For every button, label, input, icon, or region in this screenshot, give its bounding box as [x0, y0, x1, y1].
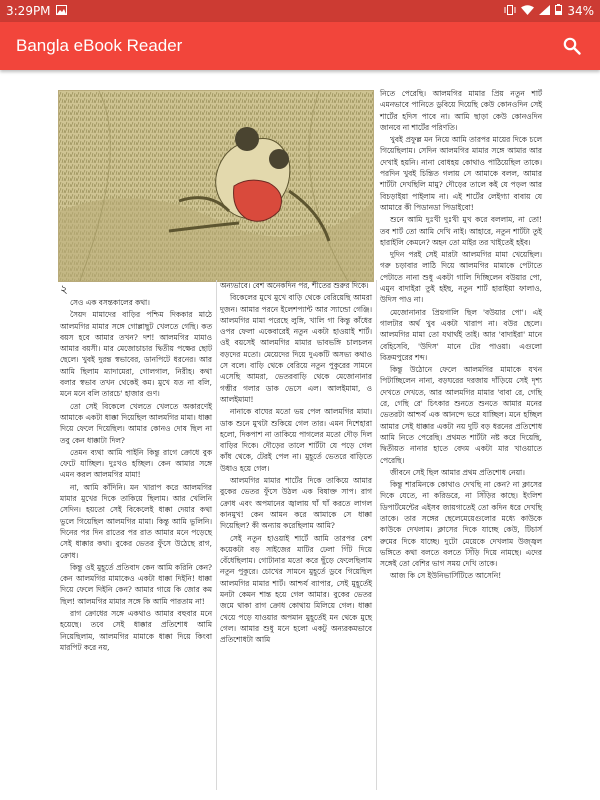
paragraph: মেজোনানার প্রিয়গালি ছিল 'বউয়ার পো'। এই গালটার অর্থ খুব একটা খারাপ না। বউর ছেলে। আলমগির মামা তো যথার্থই তাই। আর 'বাদাইরা' মানে বেহিসেবি, 'উদিস' মানে টের পাওয়া। এগুলো বিক্রমপুরের শব্দ। — [380, 307, 542, 362]
app-bar — [0, 22, 600, 70]
paragraph: বিকেলের মুখে মুখে বাড়ি থেকে বেরিয়েছি আমরা দুজন। আমার পরনে ইলেশপ্যান্ট আর স্যান্ডো গেঞ্জি। আলমগির মামা পরেছে লুঙ্গি, খালি গা কিন্তু কাঁধের ওপর ফেলা একেবারেই নতুন একটা হাওয়াই শার্ট। ওই বয়সেই আলমগির মামার ভাবভঙ্গি চালচলন বড়দের মতো। মেয়েদের দিয়ে দুএকটি অসভ্য কথাও সে বলে। বাড়ি থেকে বেরিয়ে নতুন পুকুরের সামনে এসেছি আমরা, ভেতরবাড়ি থেকে মেজোনানার গম্ভীর গলার ডাক ভেসে এল। আলইমামা, ও আলইমামা! — [220, 293, 372, 404]
search-button[interactable] — [558, 32, 586, 60]
paragraph: সেও এক বসন্তকালের কথা। — [70, 298, 150, 307]
chapter-illustration — [58, 90, 374, 282]
paragraph: কিন্তু উঠোনে ফেলে আলমগির মামাকে যখন পিটাচ্ছিলেন নানা, বড়ঘরের দরজায় দাঁড়িয়ে সেই দৃশ্য দেখতে দেখতে, আর আলমগির মামার 'বাবা রে, গেছি রে, গেছি রে' চিৎকার শুনতে শুনতে আমার মনের ভেতরটা আশ্চর্য এক আনন্দে ভরে যাচ্ছিল। মনে হচ্ছিল আমার সেই ধাক্কার একটা নয় দুটি বড় ধরনের প্রতিশোধ আমি নিতে পেরেছি। প্রথমত শার্টটা নষ্ট করে দিয়েছি, দ্বিতীয়ত নানার হাতে বেদম একটা মার খাওয়াতে পেরেছি। — [380, 365, 542, 465]
app-title: Bangla eBook Reader — [16, 36, 183, 55]
wifi-icon — [521, 5, 534, 18]
paragraph: রাগ ক্রোধের সঙ্গে একথাও আমার বহুবার মনে হয়েছে। তবে সেই ধাক্কার প্রতিশোধ আমি নিয়েছিলাম, আলমগির মামাকে ধাক্কা দিয়ে কিংবা মারপিট করে নয়, — [60, 609, 212, 652]
text-column-2 — [220, 280, 372, 796]
book-page[interactable] — [50, 88, 550, 800]
paragraph: নানাকে বাঘের মতো ভয় পেল আলমগির মামা। ডাক শুনে মুখটা শুকিয়ে গেল তার। এমন দিশেহারা হলো, দিকপাশ না তাকিয়ে পাগলের মতো দৌড় দিল বাড়ির দিকে। দৌড়ের তালে শার্টটা যে পড়ে গেল কাঁধ থেকে, টেরই পেল না। মুহূর্তে ভেতরে বাড়িতে উধাও হয়ে গেল। — [220, 407, 372, 473]
paragraph: তো সেই বিকেলে খেলতে খেলতে অকারণেই আমাকে একটা ধাক্কা দিয়েছিল আলমগির মামা। ধাক্কা দিয়ে ফেলে দিয়েছিল। আমার কোনও দোষ ছিল না তবু কেন ধাক্কাটা দিল? — [60, 401, 212, 445]
paragraph: তেমন ব্যথা আমি পাইনি কিন্তু রাগে ক্রোধে বুক ফেটে যাচ্ছিল। দুঃখও হচ্ছিল। কেন আমার সঙ্গে এমন করল আলমগির মামা! — [60, 447, 212, 480]
paragraph: নিতে পেরেছি। আলমগির মামার প্রিয় নতুন শার্ট এমনভাবে পানিতে ডুবিয়ে দিয়েছি কেউ কোনওদিন সেই শার্টের হদিস পাবে না। আমি ছাড়া কেউ কোনওদিন জানবে না শার্টের পরিণতি। — [380, 89, 542, 132]
column-divider — [216, 280, 217, 790]
signal-icon — [539, 5, 550, 18]
search-icon — [563, 37, 581, 55]
paragraph: না, আমি কাঁদিনি। মন খারাপ করে আলমগির মামার মুখের দিকে তাকিয়ে ছিলাম। আর খেলিনি সেদিন। হয়তো সেই বিকেলেই ধাক্কা দেয়ার কথা ভুলে গিয়েছিল আলমগির মামা। কিন্তু আমি ভুলিনি। দিনের পর দিন রাতের পর রাত আমার মনে পড়েছে সেই ধাক্কার কথা। বুকের ভেতর ফুঁসে উঠেছে রাগ, ক্রোধ। — [60, 482, 212, 560]
column-divider — [376, 280, 377, 790]
status-time: 3:29PM — [6, 4, 51, 18]
paragraph: কিন্তু শারমিনকে কোথাও দেখছি না কেন? না ক্লাসের দিকে যেতে, না করিডরে, না সিঁড়ির কাছে। ইংলিশ ডিপার্টমেন্টের এইসব জায়গাতেই তো কদিন ধরে দেখছি তাকে। তার সঙ্গের ছেলেমেয়েগুলোর মধ্যে কাউকে কাউকে দেখলাম। ক্লাসের দিকে যাচ্ছে কেউ, টিচার্স রুমের দিকে যাচ্ছে। দুটো মেয়েকে দেখলাম উজ্জ্বল ভঙ্গিতে কথা বলতে বলতে সিঁড়ি দিয়ে নামছে। এদের সঙ্গেই তো বেশির ভাগ সময় দেখি তাকে। — [380, 480, 542, 569]
paragraph: অন্যভাবে। বেশ অনেকদিন পর, শীতের শুরুর দিকে। — [220, 281, 369, 290]
paragraph: খুবই প্রফুল্ল মন নিয়ে আমি তারপর মায়ের দিকে চলে গিয়েছিলাম। সেদিন আলমগির মামার সঙ্গে আমার আর দেখাই হয়নি। নানা বোধহয় কোথাও পাঠিয়েছিল তাকে। পরদিন খুবই চিন্তিত গলায় সে আমাকে বলল, আমার শার্টটা দেখছিলি মামু? দৌড়ের তালে কই যে পড়ল আর বিচড়াইয়া পাইলাম না। এই শার্টের লেইগ্যা বাবায় যে আমারে কী পিডানডা পিডাইবো! — [380, 135, 542, 212]
paragraph: শুনে আমি দুঃখী দুঃখী মুখ করে বললাম, না তো! তব শার্ট তো আমি দেখি নাই। আহারে, নতুন শার্টটা তুই হারাইলি কেমনে? অহন তো মাইর তর খাইতেই হইব। — [380, 215, 542, 247]
battery-icon — [555, 4, 562, 18]
paragraph: আজ কি সে ইউনিভার্সিটিতে আসেনি! — [390, 571, 502, 581]
paragraph: সৈয়দ মামাদের বাড়ির পশ্চিম দিককার মাঠে আলমগির মামার সঙ্গে গোল্লাছুট খেলতে গেছি। কত বয়স হবে আমার তখন? দশ! আলমগির মামাও আমার বয়সী। মার মেজোচাচার দ্বিতীয় পক্ষের ছোট ছেলে। খুবই দুরন্ত স্বভাবের, ডানপিটে ধরনের। আর আমি ছিলাম ম্যাদামেরা, গোলগাল, নিরীহ। কথা বলার স্বভাব তখন থেকেই কম। মুখে যত না বলি, মনে মনে বলি তারচে' হাজার গুণ। — [60, 310, 212, 399]
paragraph: দুদিন পরই সেই মারটা আলমগির মামা খেয়েছিল। গরু চড়াবার লাঠি দিয়ে আলমগির মামাকে পেটাতে পেটাতে নানা শুধু একটা গালি দিচ্ছিলেন বউয়ার পো, এমুন বাদাইরা তুই হইছ, নতুন শার্ট হারাইয়া ফালাও, উদিস পাও না। — [380, 250, 542, 305]
chapter-number: ২ — [60, 282, 68, 296]
paragraph: আলমগির মামার শার্টের দিকে তাকিয়ে আমার বুকের ভেতর ফুঁসে উঠল এক বিষাক্ত সাপ। রাগ ক্রোধ এবং অপমানের জ্বালায় ঘাঁ ঘাঁ করতে লাগল কানমুখ! কেন আমন করে আমাকে সে ধাক্কা দিয়েছিল? কী অন্যায় করেছিলাম আমি? — [220, 476, 372, 531]
text-column-3 — [380, 88, 542, 796]
status-bar — [0, 0, 600, 22]
paragraph: জীবনে সেই ছিল আমার প্রথম প্রতিশোধ নেয়া। — [390, 467, 525, 477]
image-notification-icon — [56, 5, 67, 18]
paragraph: সেই নতুন হাওয়াই শার্টে আমি তারপর বেশ কয়েকটা বড় সাইজের মাটির ঢেলা গিঁট দিয়ে বেঁধেছিলাম। গোটানার মতো করে ছুঁড়ে ফেলেছিলাম নতুন পুকুরে। চোখের সামনে মুহূর্তে ডুবে গিয়েছিল আলমগির মামার শার্ট। আশ্চর্য ব্যাপার, সেই মুহূর্তেই মনটা কেমন শান্ত হয়ে গেল আমার। বুকের ভেতর জমে থাকা রাগ ক্রোধ কোথায় মিলিয়ে গেল। ধাক্কা খেয়ে পড়ে যাওয়ার অপমান মুহূর্তেই মন থেকে মুছে গেল। আমার শুধু মনে হলো একটু অন্যরকমভাবে প্রতিশোধটা আমি — [220, 533, 372, 645]
vibrate-icon — [504, 5, 516, 18]
text-column-1 — [60, 280, 212, 796]
paragraph: কিন্তু ওই মুহূর্তে প্রতিবাদ কেন আমি করিনি কেন? কেন আলমগির মামাকেও একটা ধাক্কা দিইনি! ধাক্কা দিয়ে ফেলে দিইনি কেন? আমার গায়ে কি জোর কম ছিল! আলমগির মামার সঙ্গে কি আমি পারতাম না! — [60, 562, 212, 606]
battery-level: 34% — [567, 4, 594, 18]
